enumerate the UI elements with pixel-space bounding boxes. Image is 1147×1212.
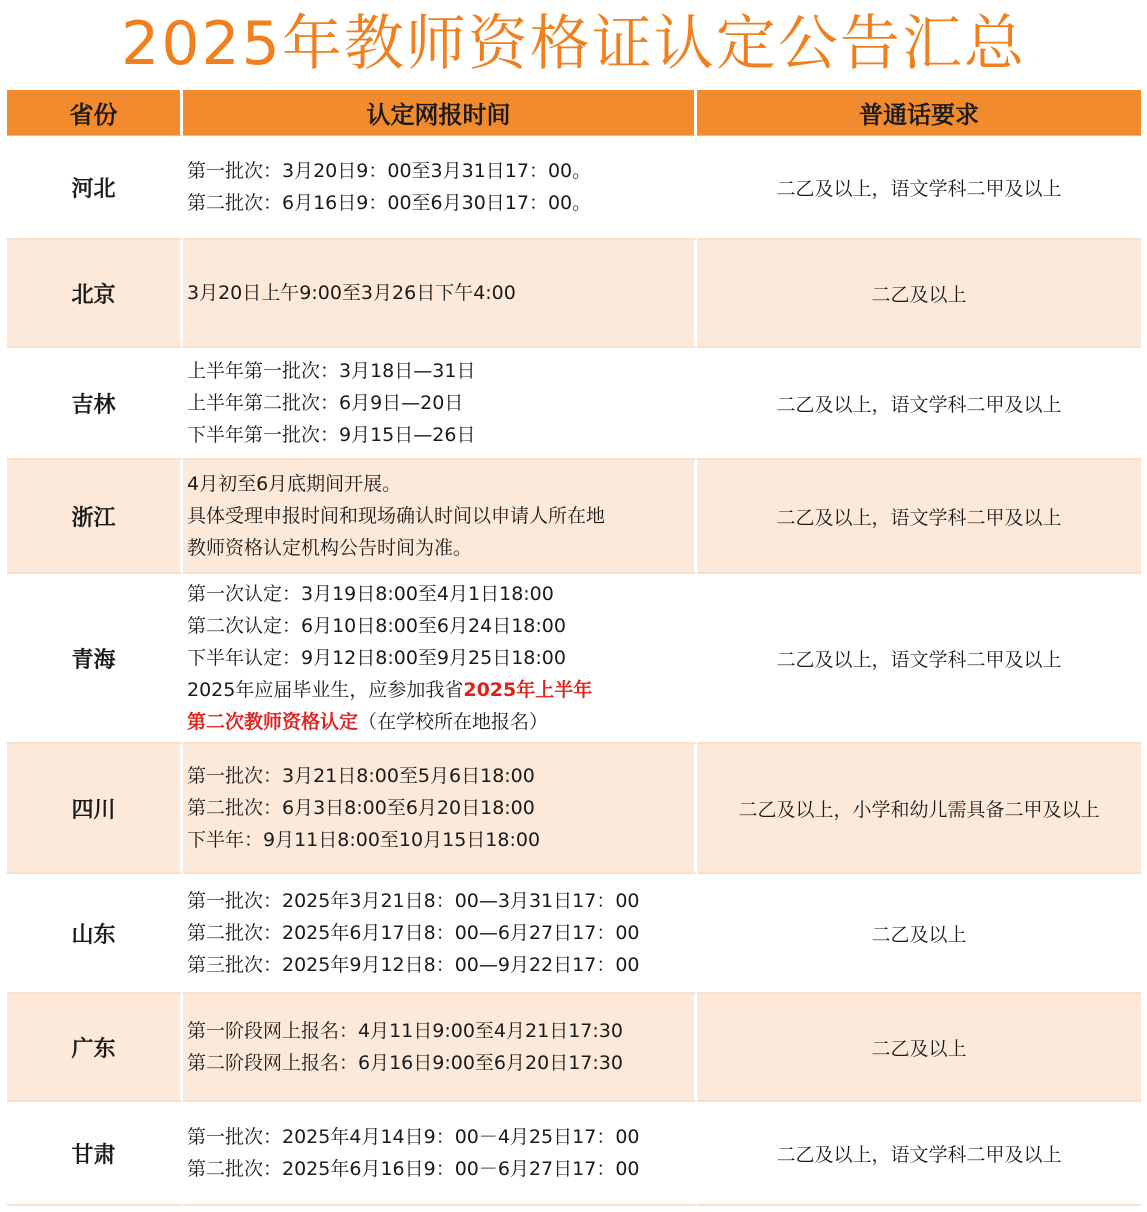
- time-line: 第一阶段网上报名：4月11日9:00至4月21日17:30: [187, 1020, 623, 1042]
- table-header-row: [7, 90, 1141, 136]
- header-province: 省份: [7, 90, 183, 136]
- time-line: 教师资格认定机构公告时间为准。: [187, 537, 473, 559]
- mandarin-cell: 二乙及以上: [697, 240, 1141, 348]
- time-line: 第一次认定：3月19日8:00至4月1日18:00: [187, 583, 554, 605]
- time-line: 具体受理申报时间和现场确认时间以申请人所在地: [187, 505, 606, 527]
- province-cell: 北京: [7, 240, 183, 348]
- time-line: 第一批次：3月21日8:00至5月6日18:00: [187, 765, 535, 787]
- mandarin-cell: 二乙及以上，语文学科二甲及以上: [697, 1102, 1141, 1206]
- time-cell: [183, 744, 697, 874]
- time-line: 上半年第一批次：3月18日—31日: [187, 360, 476, 382]
- time-cell: [183, 460, 697, 574]
- mandarin-cell: 二乙及以上: [697, 874, 1141, 994]
- graduate-note: 2025年应届毕业生，应参加我省: [187, 679, 464, 701]
- time-line: 第一批次：3月20日9：00至3月31日17：00。: [187, 160, 592, 182]
- time-line: 第二批次：6月3日8:00至6月20日18:00: [187, 797, 535, 819]
- time-line: 第二阶段网上报名：6月16日9:00至6月20日17:30: [187, 1052, 623, 1074]
- table-row: [7, 460, 1141, 574]
- mandarin-cell: 二乙及以上，语文学科二甲及以上: [697, 460, 1141, 574]
- time-line: 第三批次：2025年9月12日8：00—9月22日17：00: [187, 954, 640, 976]
- time-cell: [183, 240, 697, 348]
- province-cell: 四川: [7, 744, 183, 874]
- mandarin-cell: 二乙及以上: [697, 994, 1141, 1102]
- time-line: 第一批次：2025年3月21日8：00—3月31日17：00: [187, 890, 640, 912]
- time-line: 4月初至6月底期间开展。: [187, 473, 402, 495]
- page-title: 2025年教师资格证认定公告汇总: [121, 9, 1026, 79]
- highlight-text: 2025年上半年: [463, 679, 593, 701]
- time-line: [187, 706, 694, 738]
- mandarin-cell: 二乙及以上，语文学科二甲及以上: [697, 136, 1141, 240]
- table-row: [7, 874, 1141, 994]
- time-line: 第一批次：2025年4月14日9：00－4月25日17：00: [187, 1126, 640, 1148]
- table-row: [7, 1102, 1141, 1206]
- table-row: [7, 744, 1141, 874]
- mandarin-cell: 二乙及以上，语文学科二甲及以上: [697, 574, 1141, 744]
- time-line: 第二批次：2025年6月17日8：00—6月27日17：00: [187, 922, 640, 944]
- header-time: 认定网报时间: [183, 90, 697, 136]
- mandarin-cell: 二乙及以上，语文学科二甲及以上: [697, 348, 1141, 460]
- table-row: [7, 574, 1141, 744]
- province-cell: 吉林: [7, 348, 183, 460]
- table-row: [7, 994, 1141, 1102]
- mandarin-cell: 二乙及以上，小学和幼儿需具备二甲及以上: [697, 744, 1141, 874]
- time-cell: [183, 136, 697, 240]
- time-cell: [183, 348, 697, 460]
- time-line: 第二批次：6月16日9：00至6月30日17：00。: [187, 192, 592, 214]
- time-cell: [183, 874, 697, 994]
- header-mandarin: 普通话要求: [697, 90, 1141, 136]
- province-cell: 山东: [7, 874, 183, 994]
- table-row: [7, 136, 1141, 240]
- time-line: 上半年第二批次：6月9日—20日: [187, 392, 464, 414]
- province-cell: 河北: [7, 136, 183, 240]
- time-line: 下半年第一批次：9月15日—26日: [187, 424, 476, 446]
- time-line: 下半年：9月11日8:00至10月15日18:00: [187, 829, 541, 851]
- table-row: [7, 240, 1141, 348]
- time-line: 第二次认定：6月10日8:00至6月24日18:00: [187, 615, 566, 637]
- province-cell: 甘肃: [7, 1102, 183, 1206]
- province-cell: 青海: [7, 574, 183, 744]
- time-line: 下半年认定：9月12日8:00至9月25日18:00: [187, 647, 566, 669]
- province-cell: 广东: [7, 994, 183, 1102]
- time-cell: [183, 1102, 697, 1206]
- highlight-text: 第二次教师资格认定: [187, 711, 359, 733]
- time-line: [187, 674, 694, 706]
- province-cell: 浙江: [7, 460, 183, 574]
- registration-note: （在学校所在地报名）: [358, 711, 549, 733]
- time-cell: [183, 574, 697, 744]
- time-cell: [183, 994, 697, 1102]
- certification-table: [7, 90, 1141, 1206]
- time-line: 3月20日上午9:00至3月26日下午4:00: [187, 282, 516, 304]
- table-row: [7, 348, 1141, 460]
- time-line: 第二批次：2025年6月16日9：00－6月27日17：00: [187, 1158, 640, 1180]
